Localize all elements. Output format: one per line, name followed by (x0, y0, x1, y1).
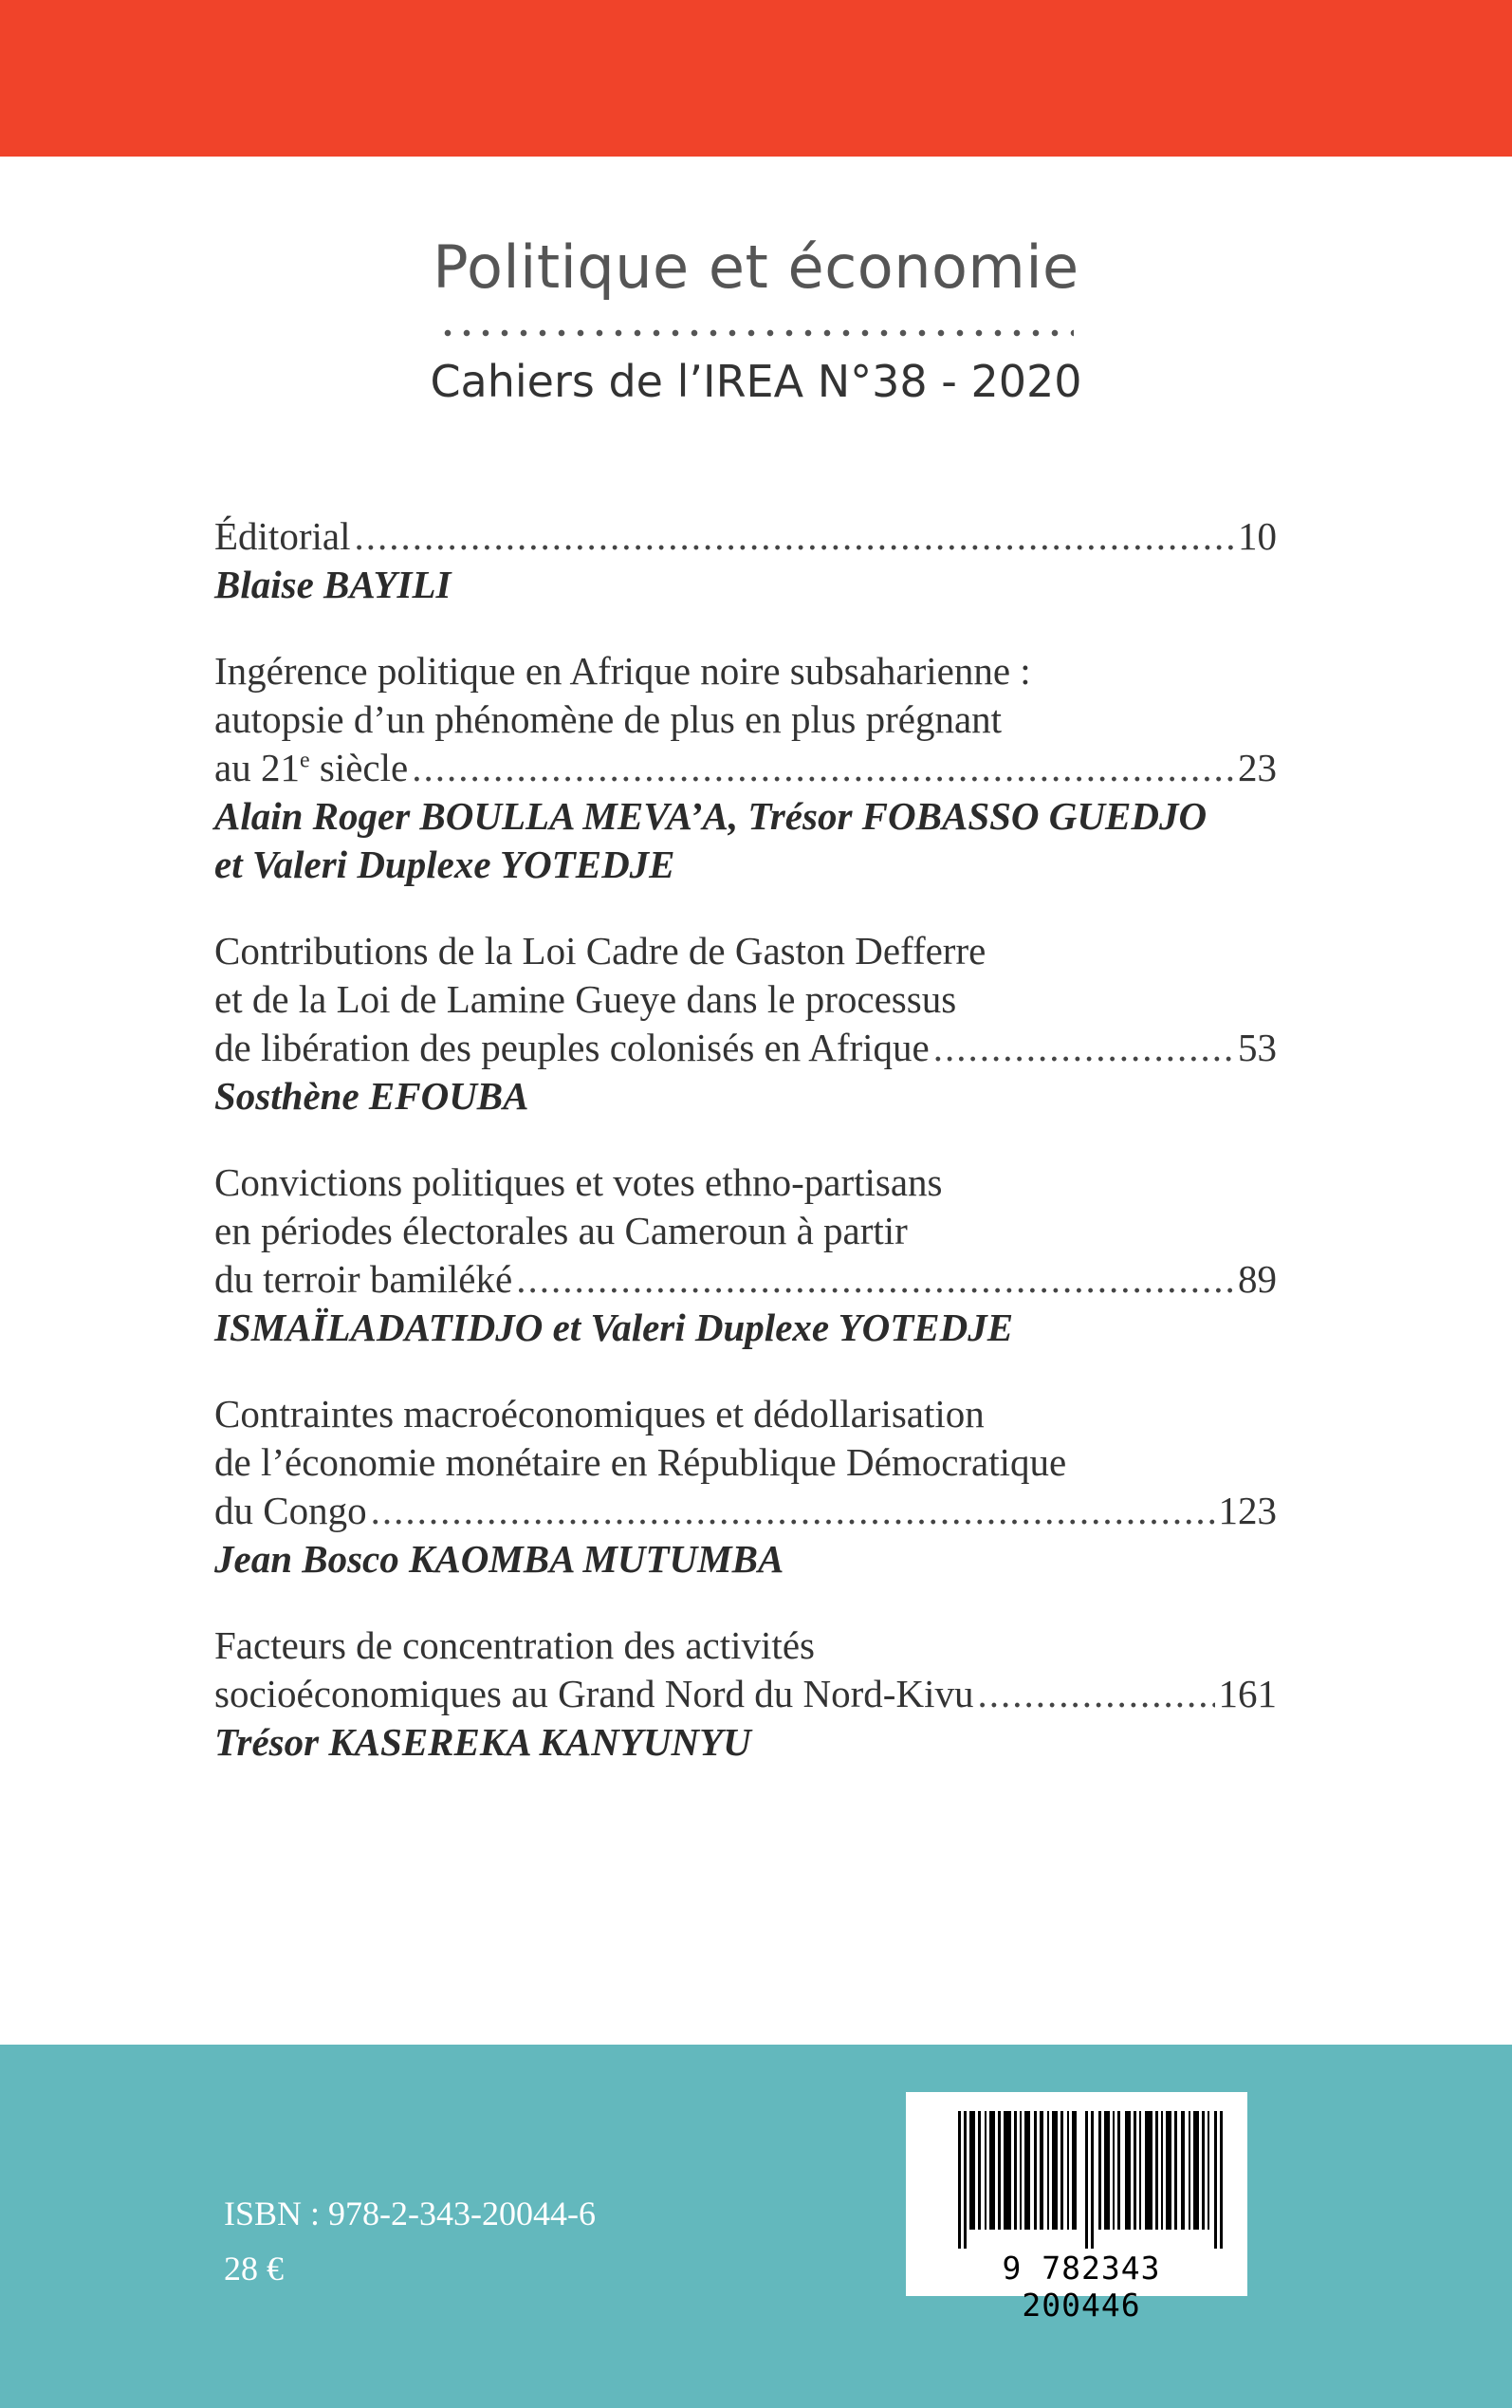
toc-entry-title-line: et de la Loi de Lamine Gueye dans le processus (214, 977, 957, 1021)
toc-entry-title-line: Ingérence politique en Afrique noire subsaharienne : (214, 649, 1031, 693)
toc-entry-editorial (214, 512, 1277, 609)
toc-entry-title-line: Convictions politiques et votes ethno-partisans (214, 1160, 943, 1204)
toc-entry-page: 53 (1238, 1026, 1277, 1069)
toc-entry-author: Sosthène EFOUBA (214, 1074, 529, 1118)
dot-leader (516, 1255, 1234, 1304)
toc-entry-title-line: Contraintes macroéconomiques et dédollarisation (214, 1392, 985, 1436)
toc-entry-title: de libération des peuples colonisés en Afrique (214, 1026, 930, 1069)
toc-entry-author: ISMAÏLADATIDJO et Valeri Duplexe YOTEDJE (214, 1306, 1014, 1349)
barcode-digits: 9 782343 200446 (1002, 2250, 1161, 2324)
toc-entry-page: 10 (1238, 514, 1277, 558)
isbn-text: ISBN : 978-2-343-20044-6 (224, 2195, 596, 2232)
toc-entry-author: Alain Roger BOULLA MEVA’A, Trésor FOBASSO GUEDJO (214, 794, 1208, 838)
toc-entry-title: du Congo (214, 1489, 367, 1532)
toc-entry-author: Jean Bosco KAOMBA MUTUMBA (214, 1537, 784, 1581)
toc-entry-title: du terroir bamiléké (214, 1257, 513, 1301)
price-text: 28 € (224, 2250, 284, 2288)
dot-leader (977, 1670, 1214, 1718)
toc-entry-title-line: Facteurs de concentration des activités (214, 1623, 815, 1667)
toc-entry-author: Trésor KASEREKA KANYUNYU (214, 1720, 751, 1764)
toc-entry-title-line (214, 1255, 1277, 1304)
toc-entry-title-line (214, 744, 1277, 792)
dot-leader (933, 1024, 1234, 1072)
toc-entry-author: et Valeri Duplexe YOTEDJE (214, 843, 675, 886)
dotted-rule (438, 327, 1074, 339)
barcode-panel (906, 2092, 1247, 2324)
toc-entry-title-line: Contributions de la Loi Cadre de Gaston Defferre (214, 929, 986, 972)
dot-leader (371, 1487, 1215, 1535)
toc-entry-contributions (214, 927, 1277, 1121)
toc-entry-author: Blaise BAYILI (214, 563, 452, 606)
toc-entry-title-line (214, 512, 1277, 561)
dot-leader (354, 512, 1234, 561)
toc-entry-facteurs (214, 1621, 1277, 1767)
superscript: e (299, 748, 310, 773)
toc-entry-title-line: autopsie d’un phénomène de plus en plus prégnant (214, 697, 1003, 741)
toc-entry-title: Éditorial (214, 514, 351, 558)
title-fragment: au 21 (214, 746, 300, 789)
toc-entry-page: 161 (1218, 1672, 1277, 1715)
issue-title: Cahiers de l’IREA N°38 - 2020 (430, 356, 1082, 407)
top-color-band (0, 0, 1512, 157)
toc-entry-title-line (214, 1670, 1277, 1718)
toc-entry-page: 89 (1238, 1257, 1277, 1301)
title-fragment: siècle (309, 746, 409, 789)
toc-entry-contraintes (214, 1390, 1277, 1584)
toc-entry-ingerence (214, 647, 1277, 889)
toc-entry-title: socioéconomiques au Grand Nord du Nord-Kivu (214, 1672, 974, 1715)
toc-entry-title-line (214, 1487, 1277, 1535)
toc-entry-title-line: en périodes électorales au Cameroun à partir (214, 1209, 908, 1252)
barcode-icon (958, 2111, 1224, 2249)
toc-entry-convictions (214, 1158, 1277, 1352)
toc-entry-title (214, 744, 408, 792)
toc-entry-title-line: de l’économie monétaire en République Démocratique (214, 1440, 1067, 1484)
series-title: Politique et économie (433, 232, 1079, 302)
toc-entry-page: 23 (1238, 746, 1277, 789)
toc-entry-page: 123 (1218, 1489, 1277, 1532)
table-of-contents (214, 512, 1277, 1805)
dot-leader (412, 744, 1234, 792)
toc-entry-title-line (214, 1024, 1277, 1072)
